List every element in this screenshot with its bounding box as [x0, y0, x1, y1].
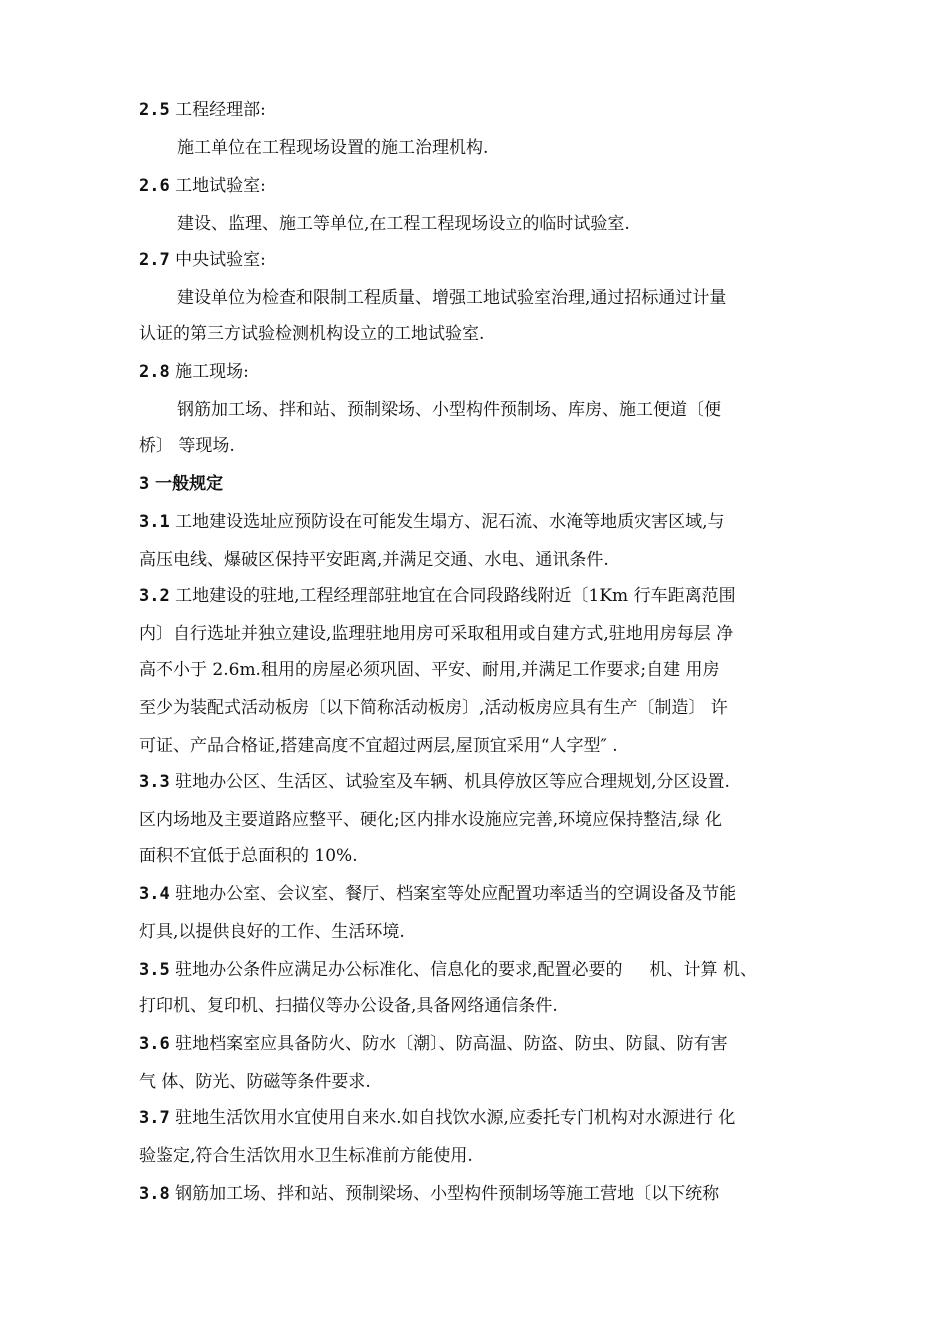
clause-3-5-line — [139, 959, 829, 981]
clause-3-2-line: 高不小于 2.6m.租用的房屋必须巩固、平安、耐用,并满足工作要求;自建 用房 — [139, 660, 720, 680]
clause-text: 驻地办公室、会议室、餐厅、档案室等处应配置功率适当的空调设备及节能 — [175, 884, 737, 904]
clause-3-1-line: 高压电线、爆破区保持平安距离,并满足交通、水电、通讯条件. — [139, 550, 609, 570]
section-title: 工程经理部: — [175, 100, 266, 120]
clause-text: 工地建设选址应预防设在可能发生塌方、泥石流、水淹等地质灾害区域,与 — [175, 512, 725, 532]
heading-2-5 — [139, 99, 829, 121]
paragraph-line: 建设单位为检查和限制工程质量、增强工地试验室治理,通过招标通过计量 — [177, 288, 727, 308]
paragraph-line: 钢筋加工场、拌和站、预制梁场、小型构件预制场、库房、施工便道〔便 — [177, 400, 721, 420]
section-number: 2.8 — [139, 362, 170, 382]
clause-3-4-line: 灯具,以提供良好的工作、生活环境. — [139, 922, 405, 942]
paragraph: 施工单位在工程现场设置的施工治理机构. — [177, 138, 489, 158]
paragraph: 建设、监理、施工等单位,在工程工程现场设立的临时试验室. — [177, 214, 630, 234]
clause-number: 3.5 — [139, 960, 170, 980]
clause-3-5-line: 打印机、复印机、扫描仪等办公设备,具备网络通信条件. — [139, 996, 558, 1016]
clause-3-2-line: 至少为装配式活动板房〔以下简称活动板房〕,活动板房应具有生产〔制造〕 许 — [139, 698, 728, 718]
clause-text: 驻地办公区、生活区、试验室及车辆、机具停放区等应合理规划,分区设置. — [175, 772, 730, 792]
clause-number: 3.8 — [139, 1184, 170, 1204]
clause-3-7-line: 验鉴定,符合生活饮用水卫生标准前方能使用. — [139, 1146, 473, 1166]
section-number: 2.5 — [139, 100, 170, 120]
clause-3-4-line — [139, 883, 829, 905]
section-number: 2.7 — [139, 250, 170, 270]
paragraph-line: 桥〕 等现场. — [139, 436, 235, 456]
clause-text: 钢筋加工场、拌和站、预制梁场、小型构件预制场等施工营地〔以下统称 — [175, 1184, 720, 1204]
clause-text: 驻地档案室应具备防火、防水〔潮〕、防高温、防盗、防虫、防鼠、防有害 — [175, 1034, 728, 1054]
clause-3-6-line: 气 体、防光、防磁等条件要求. — [139, 1072, 371, 1092]
clause-3-1-line — [139, 511, 829, 533]
heading-2-8 — [139, 361, 829, 383]
clause-3-6-line — [139, 1033, 829, 1055]
heading-3 — [139, 473, 829, 495]
clause-number: 3.6 — [139, 1034, 170, 1054]
section-title: 工地试验室: — [175, 176, 266, 196]
clause-text: 驻地办公条件应满足办公标准化、信息化的要求,配置必要的 机、计算 机、 — [175, 960, 757, 980]
clause-text: 驻地生活饮用水宜使用自来水.如自找饮水源,应委托专门机构对水源进行 化 — [175, 1108, 736, 1128]
section-number: 2.6 — [139, 176, 170, 196]
clause-3-3-line: 面积不宜低于总面积的 10%. — [139, 846, 358, 866]
clause-text: 工地建设的驻地,工程经理部驻地宜在合同段路线附近〔1Km 行车距离范围 — [175, 586, 736, 606]
clause-number: 3.4 — [139, 884, 170, 904]
clause-number: 3.3 — [139, 772, 170, 792]
heading-2-6 — [139, 175, 829, 197]
section-title: 施工现场: — [175, 362, 249, 382]
clause-3-2-line — [139, 585, 829, 607]
section-title: 中央试验室: — [175, 250, 266, 270]
clause-number: 3.1 — [139, 512, 170, 532]
clause-3-3-line: 区内场地及主要道路应整平、硬化;区内排水设施应完善,环境应保持整洁,绿 化 — [139, 810, 722, 830]
paragraph-line: 认证的第三方试验检测机构设立的工地试验室. — [139, 324, 485, 344]
heading-2-7 — [139, 249, 829, 271]
clause-number: 3.2 — [139, 586, 170, 606]
section-number: 3 — [139, 474, 150, 494]
clause-number: 3.7 — [139, 1108, 170, 1128]
section-title: 一般规定 — [155, 474, 224, 494]
clause-3-2-line: 内〕自行选址并独立建设,监理驻地用房可采取租用或自建方式,驻地用房每层 净 — [139, 624, 734, 644]
clause-3-2-line: 可证、产品合格证,搭建高度不宜超过两层,屋顶宜采用“人字型″ . — [139, 736, 618, 756]
clause-3-3-line — [139, 771, 829, 793]
clause-3-8-line — [139, 1183, 829, 1205]
clause-3-7-line — [139, 1107, 829, 1129]
